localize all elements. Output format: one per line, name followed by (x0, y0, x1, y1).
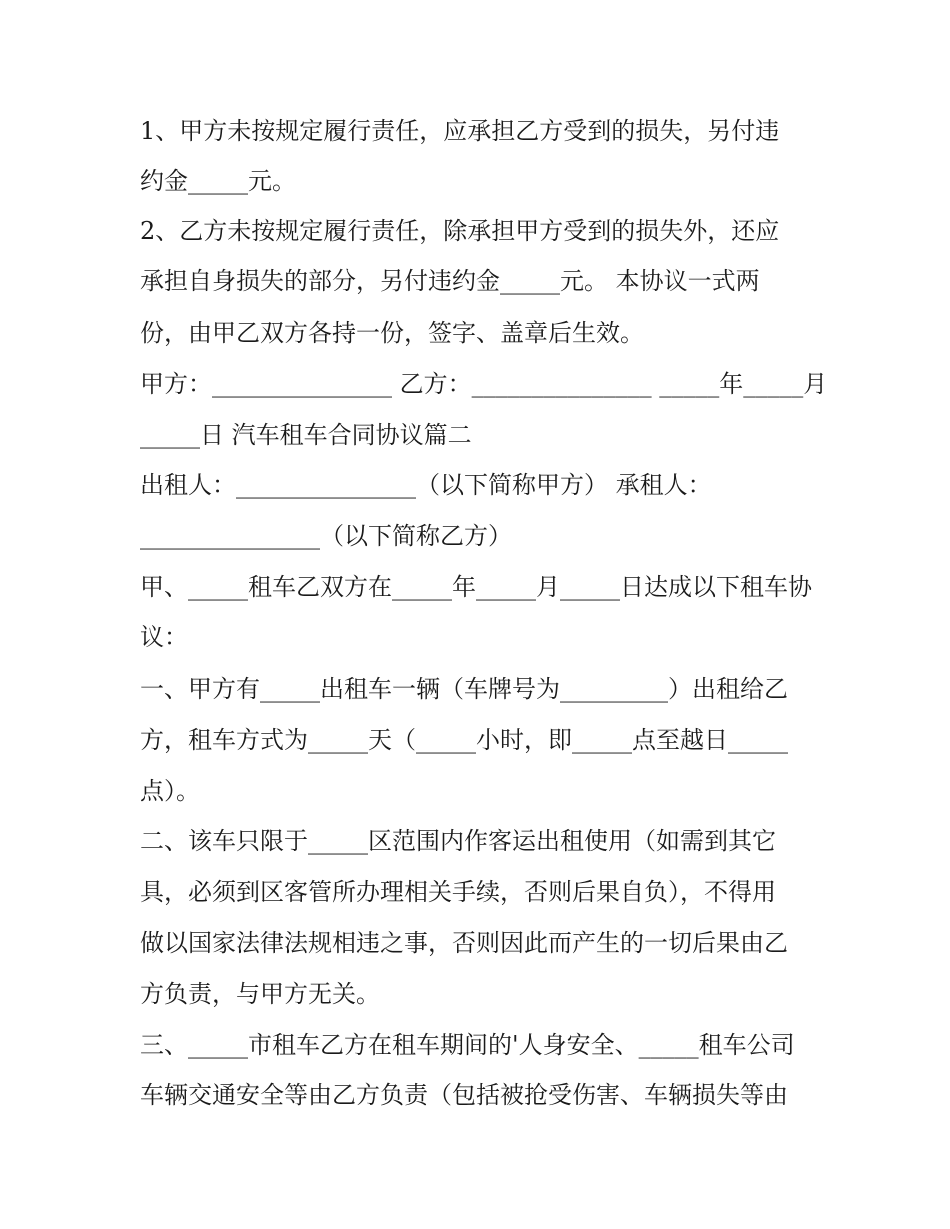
text-line: 车辆交通安全等由乙方负责（包括被抢受伤害、车辆损失等由 (140, 1081, 788, 1109)
text-line: 议： (140, 623, 188, 651)
text-line: _____日 汽车租车合同协议篇二 (140, 421, 472, 449)
text-line: 具，必须到区客管所办理相关手续，否则后果自负），不得用 (140, 878, 776, 906)
text-line: 点）。 (140, 777, 200, 805)
text-line: 2、乙方未按规定履行责任，除承担甲方受到的损失外，还应 (140, 217, 780, 245)
text-line: 1、甲方未按规定履行责任，应承担乙方受到的损失，另付违 (140, 117, 780, 145)
text-line: 承担自身损失的部分，另付违约金_____元。 本协议一式两 (140, 267, 760, 295)
text-line: 一、甲方有_____出租车一辆（车牌号为_________）出租给乙 (140, 675, 788, 703)
text-line: 方负责，与甲方无关。 (140, 980, 380, 1008)
text-line: 方，租车方式为_____天（_____小时，即_____点至越日_____ (140, 726, 788, 754)
text-line: 甲、_____租车乙双方在_____年_____月_____日达成以下租车协 (140, 573, 812, 601)
text-line: 份，由甲乙双方各持一份，签字、盖章后生效。 (140, 319, 644, 347)
text-line: 约金_____元。 (140, 167, 296, 195)
text-line: _______________（以下简称乙方） (140, 522, 512, 550)
text-line: 甲方：_______________ 乙方：_______________ _____年_____月 (140, 370, 828, 398)
text-line: 三、_____市租车乙方在租车期间的'人身安全、_____租车公司 (140, 1031, 795, 1059)
text-line: 二、该车只限于_____区范围内作客运出租使用（如需到其它 (140, 827, 776, 855)
text-line: 出租人：_______________（以下简称甲方） 承租人： (140, 471, 712, 499)
text-line: 做以国家法律法规相违之事，否则因此而产生的一切后果由乙 (140, 929, 788, 957)
